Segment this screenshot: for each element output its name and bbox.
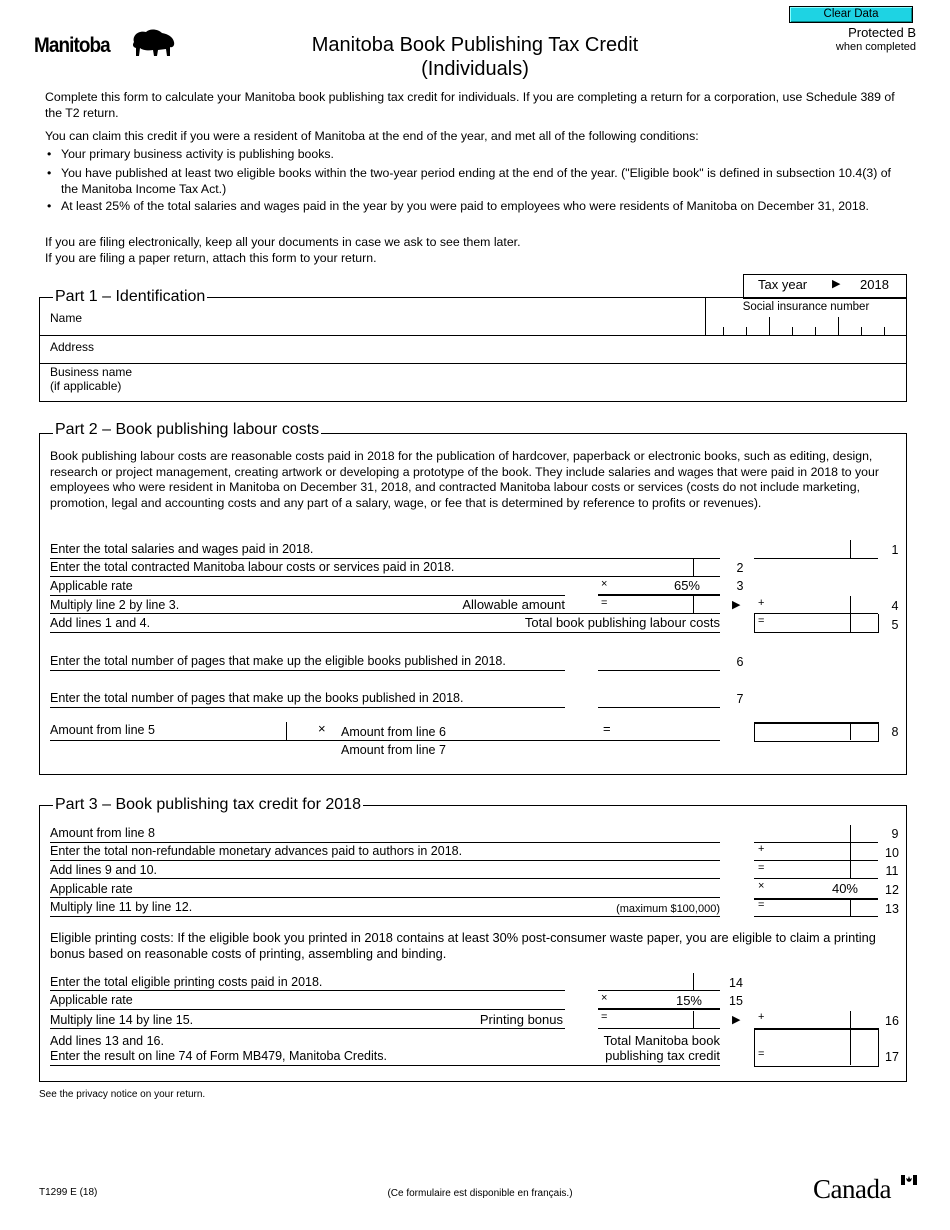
- line2-input[interactable]: [598, 558, 720, 576]
- total-credit-label-1: Total Manitoba book: [603, 1033, 720, 1048]
- protected-label: Protected B: [848, 25, 916, 40]
- line16-label: Multiply line 14 by line 15.: [50, 1013, 194, 1027]
- line15-label: Applicable rate: [50, 993, 133, 1007]
- line11-input[interactable]: [754, 861, 878, 879]
- arrow-icon: ▶: [732, 1014, 741, 1026]
- line6-input[interactable]: [598, 652, 720, 671]
- printing-bonus-input[interactable]: [598, 1011, 720, 1029]
- logo-wordmark: Manitoba: [34, 34, 110, 57]
- address-field[interactable]: [40, 336, 905, 362]
- part3-heading: Part 3 – Book publishing tax credit for 2018: [55, 796, 361, 813]
- french-availability-note: (Ce formulaire est disponible en français.): [387, 1188, 573, 1199]
- line10-input[interactable]: [754, 843, 878, 861]
- plus-sign: +: [758, 597, 765, 609]
- line17-label: Add lines 13 and 16.: [50, 1034, 164, 1048]
- canada-wordmark-text: Canada: [813, 1174, 891, 1204]
- canada-flag-icon: [901, 1175, 917, 1185]
- line8-input[interactable]: [754, 722, 879, 742]
- times-sign: ×: [758, 880, 765, 892]
- line4-left-input[interactable]: [598, 596, 720, 613]
- arrow-icon: ▶: [832, 278, 841, 290]
- line4-input[interactable]: [754, 596, 878, 614]
- line-number: 17: [885, 1050, 899, 1064]
- condition-2: You have published at least two eligible books within the two-year period ending at the end of the year. ("Eligible book" is defined in subsection 10.4(3) of the Manitoba Income Tax Act.): [61, 166, 891, 196]
- bullet-dot: •: [47, 166, 52, 180]
- line-number: 14: [729, 976, 743, 990]
- plus-sign: +: [758, 1011, 765, 1023]
- filing-electronic-note: If you are filing electronically, keep all your documents in case we ask to see them later.: [45, 235, 521, 249]
- line13-label: Multiply line 11 by line 12.: [50, 900, 193, 914]
- line-number: 7: [736, 692, 744, 706]
- line2-label: Enter the total contracted Manitoba labour costs or services paid in 2018.: [50, 560, 455, 574]
- line-number: 5: [891, 618, 899, 632]
- line16-input[interactable]: [754, 1011, 878, 1028]
- line-number: 6: [736, 655, 744, 669]
- bullet-dot: •: [47, 199, 52, 213]
- business-name-field[interactable]: [40, 364, 905, 399]
- line-number: 11: [885, 864, 899, 878]
- line-number: 8: [891, 725, 899, 739]
- address-label: Address: [50, 340, 95, 354]
- equals-sign: =: [603, 721, 611, 736]
- line14-input[interactable]: [598, 973, 720, 990]
- when-completed-label: when completed: [835, 41, 916, 53]
- line5-label: Add lines 1 and 4.: [50, 616, 151, 630]
- total-labour-costs-label: Total book publishing labour costs: [524, 615, 720, 630]
- business-name-label: Business name: [50, 365, 133, 379]
- arrow-icon: ▶: [732, 599, 741, 611]
- line-number: 1: [891, 543, 899, 557]
- line12-rate: 40%: [831, 881, 858, 896]
- clear-data-button[interactable]: Clear Data: [789, 6, 913, 23]
- bullet-dot: •: [47, 147, 52, 161]
- business-name-sublabel: (if applicable): [50, 379, 122, 393]
- times-sign: ×: [318, 721, 326, 736]
- intro-paragraph-1: Complete this form to calculate your Manitoba book publishing tax credit for individuals. If you are completing a return for a corporation, use Schedule 389 of the T2 return.: [45, 90, 895, 120]
- form-code: T1299 E (18): [39, 1187, 98, 1198]
- condition-1: Your primary business activity is publishing books.: [61, 147, 334, 161]
- form-title-line2: (Individuals): [421, 58, 529, 80]
- line-number: 15: [729, 994, 743, 1008]
- line-number: 3: [736, 579, 744, 593]
- line1-input[interactable]: [754, 540, 878, 559]
- line9-input[interactable]: [754, 825, 878, 843]
- line11-label: Add lines 9 and 10.: [50, 863, 158, 877]
- line8-amount-input[interactable]: [160, 722, 285, 740]
- line-number: 4: [891, 599, 899, 613]
- line7-input[interactable]: [598, 689, 720, 708]
- line4-label: Multiply line 2 by line 3.: [50, 598, 180, 612]
- equals-sign: =: [601, 597, 608, 609]
- line17-input[interactable]: [754, 1028, 879, 1067]
- equals-sign: =: [758, 615, 765, 627]
- line1-label: Enter the total salaries and wages paid in 2018.: [50, 542, 314, 556]
- equals-sign: =: [601, 1011, 608, 1023]
- condition-3: At least 25% of the total salaries and wages paid in the year by you were paid to employees who were residents of Manitoba on December 31, 2018.: [61, 199, 869, 213]
- part2-heading: Part 2 – Book publishing labour costs: [55, 421, 320, 438]
- part2-description: Book publishing labour costs are reasonable costs paid in 2018 for the publication of hardcover, paperback or electronic books, such as editing, design, research or project management, creating artwork or developing a prototype of the book. They include salaries and wages that were paid in 2018 to your employees who were resident in Manitoba on December 31, 2018, and contracted Manitoba labour costs or services (costs do not include marketing, promotion, legal and accounting costs and any part of a salary, wage, or fee that is determined by reference to profits or revenues).: [50, 449, 879, 510]
- line3-label: Applicable rate: [50, 579, 133, 593]
- line15-rate: 15%: [675, 993, 702, 1008]
- allowable-amount-label: Allowable amount: [462, 597, 565, 612]
- total-credit-label-2: publishing tax credit: [605, 1048, 720, 1063]
- line-number: 9: [891, 827, 899, 841]
- line8-amount-line5-label: Amount from line 5: [50, 723, 155, 737]
- plus-sign: +: [758, 843, 765, 855]
- tax-year-label: Tax year: [758, 277, 808, 292]
- printing-bonus-label: Printing bonus: [479, 1012, 563, 1027]
- line6-label: Enter the total number of pages that make up the eligible books published in 2018.: [50, 654, 506, 668]
- times-sign: ×: [601, 992, 608, 1004]
- line3-rate: 65%: [673, 578, 700, 593]
- tax-year-value: 2018: [860, 277, 889, 292]
- filing-paper-note: If you are filing a paper return, attach this form to your return.: [45, 251, 377, 265]
- part1-heading: Part 1 – Identification: [55, 288, 206, 305]
- equals-sign: =: [758, 1048, 765, 1060]
- line-number: 10: [885, 846, 899, 860]
- line17-instruction: Enter the result on line 74 of Form MB479, Manitoba Credits.: [50, 1049, 387, 1063]
- sin-label: Social insurance number: [742, 301, 870, 313]
- line10-label: Enter the total non-refundable monetary advances paid to authors in 2018.: [50, 844, 463, 858]
- line12-label: Applicable rate: [50, 882, 133, 896]
- line13-input[interactable]: [754, 900, 878, 917]
- line9-label: Amount from line 8: [50, 826, 155, 840]
- line8-amount-line6-label: Amount from line 6: [341, 725, 446, 739]
- line-number: 12: [885, 883, 899, 897]
- intro-paragraph-2: You can claim this credit if you were a resident of Manitoba at the end of the year, and met all of the following conditions:: [45, 129, 699, 143]
- printing-costs-description: Eligible printing costs: If the eligible book you printed in 2018 contains at least 30% post-consumer waste paper, you are eligible to claim a printing bonus based on reasonable costs of printing, assembling and binding.: [50, 930, 876, 961]
- privacy-notice: See the privacy notice on your return.: [39, 1089, 206, 1100]
- name-field[interactable]: [40, 298, 704, 334]
- line-number: 2: [736, 561, 744, 575]
- equals-sign: =: [758, 899, 765, 911]
- sin-field[interactable]: [706, 315, 905, 334]
- name-label: Name: [50, 311, 83, 325]
- line5-input[interactable]: [754, 614, 879, 633]
- line7-label: Enter the total number of pages that make up the books published in 2018.: [50, 691, 464, 705]
- line-number: 16: [885, 1014, 899, 1028]
- line14-label: Enter the total eligible printing costs paid in 2018.: [50, 975, 323, 989]
- line-number: 13: [885, 902, 899, 916]
- canada-wordmark: [813, 1172, 917, 1204]
- maximum-note: (maximum $100,000): [616, 903, 720, 915]
- equals-sign: =: [758, 862, 765, 874]
- times-sign: ×: [601, 578, 608, 590]
- line8-amount-line7-label: Amount from line 7: [341, 743, 446, 757]
- form-title-line1: Manitoba Book Publishing Tax Credit: [311, 34, 639, 56]
